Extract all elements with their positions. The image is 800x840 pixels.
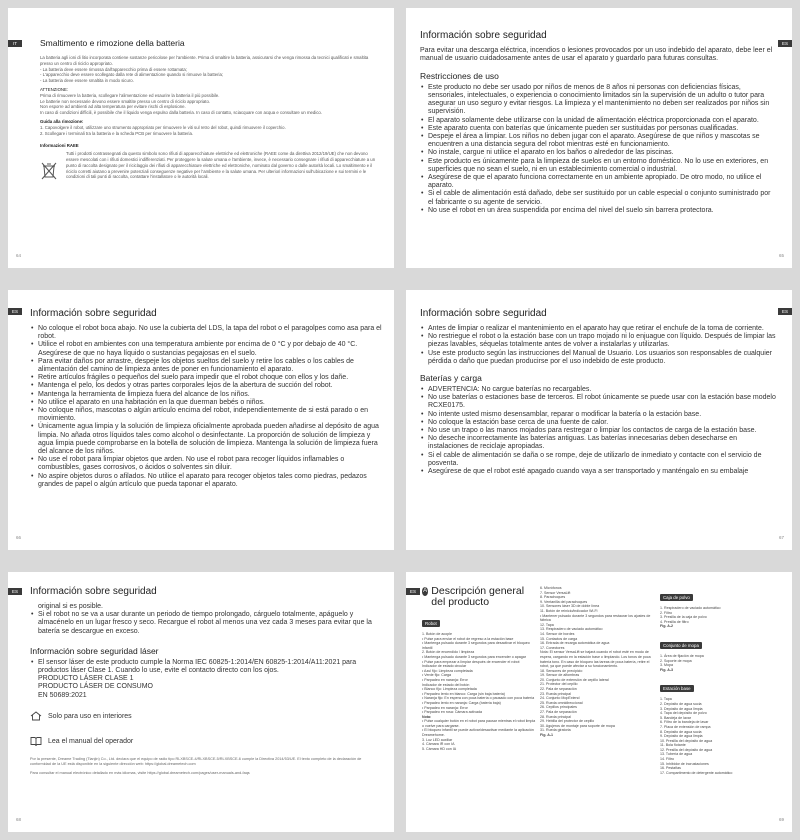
list-line: 2. Soporte de mopa <box>660 658 692 663</box>
manual-book-icon <box>30 733 42 751</box>
list-line: 28. Rueda principal <box>540 714 571 719</box>
attention-label: ATTENZIONE: <box>40 86 69 92</box>
list-item: • El sensor láser de este producto cumple la Norma IEC 60825-1:2014/EN 60825-1:2014/A11:2021 para productos láser Clase 1. Cuando lo use, evite el contacto directo con los ojos. <box>30 659 382 675</box>
list-line: 4. Presilla de filtro <box>660 619 689 624</box>
page-number: 67 <box>778 535 784 540</box>
section-title: Información sobre seguridad láser <box>30 645 159 656</box>
list-line: 30. Agujeros de montaje para soporte de mopa <box>540 723 615 728</box>
list-line: • El bloqueo infantil se puede activar/desactivar mediante la aplicación Dreamehome. <box>422 728 534 738</box>
page-64 <box>8 8 394 268</box>
list-line: Nota: El sensor VersaLift se bajará cuando el robot esté en modo de espera, cargando en la estación base o limpiando. Los tonos de poca batería tono. En caso de bloqueo las tareas de poca batería, retire el robot, ya que puede afectar a su funcionamiento. <box>540 650 651 669</box>
laser-class-line: PRODUCTO LÁSER DE CONSUMO <box>38 683 153 691</box>
list-item: • Use este producto según las instrucciones del Manual de Usuario. Los usuarios son responsables de cualquier pérdida o daño que puedan producirse por el uso indebido de este producto. <box>420 350 776 366</box>
list-line: 18. Sensores de precipicio <box>540 668 583 673</box>
language-tab: ES <box>778 308 792 315</box>
page-title: Descripción general del producto <box>431 585 525 608</box>
list-line: Indicador de estado del botón <box>422 682 470 687</box>
list-line: 5. Cámara HD con IA <box>422 746 457 751</box>
list-line: 25. Rueda omnidireccional <box>540 700 583 705</box>
page-title: Información sobre seguridad <box>420 30 547 41</box>
base-station-list <box>660 697 780 775</box>
list-line: 17. Conectores <box>540 645 565 650</box>
list-line: 9. Ventanilla del parachoques <box>540 599 588 604</box>
list-line: • Blanco fijo: Limpieza completada <box>422 687 477 692</box>
indoor-use-text: Solo para uso en interiores <box>48 713 132 721</box>
list-line: 7. Sensor VersaLift <box>540 590 571 595</box>
section-title: Baterías y carga <box>420 373 482 384</box>
list-item: • No coloque la estación base cerca de una fuente de calor. <box>420 419 776 427</box>
list-line: 8. Depósito de agua sucia <box>660 729 702 734</box>
list-line: • Verde fijo: Carga <box>422 673 452 678</box>
list-line: • Pulse cualquier botón en el robot para pausar mientras el robot limpia o vuelve para cargarse. <box>422 719 536 728</box>
list-item: • Mantenga el pelo, los dedos y otras partes corporales lejos de la abertura de succión del robot. <box>30 382 382 390</box>
list-line: 15. Inhibidor de incrustaciones <box>660 761 709 766</box>
list-item: • ADVERTENCIA: No cargue baterías no recargables. <box>420 386 776 394</box>
list-item: • No use el robot para limpiar objetos que arden. No use el robot para recoger líquidos inflamables o combustibles, gases corrosivos, o ácidos o solventes sin diluir. <box>30 456 382 472</box>
list-item: • Despeje el área a limpiar. Los niños no deben jugar con el aparato. Asegúrese de que niños y mascotas se encuentren a una distancia segura del robot mientras esté en funcionamiento. <box>420 133 776 149</box>
list-item: • Utilice el robot en ambientes con una temperatura ambiente por encima de 0 °C y por debajo de 40 °C. Asegúrese de que no haya líquido o sustancias pegajosas en el suelo. <box>30 341 382 357</box>
list-line: 19. Sensor de alfombras <box>540 673 580 678</box>
section-number-badge: A <box>423 588 428 594</box>
list-item: • Si el cable de alimentación está dañado, debe ser sustituido por un cable especial o conjunto suministrado por el fabricante o su agente de servicio. <box>420 190 776 206</box>
list-line: 3. Depósito de agua limpia <box>660 706 703 711</box>
page-title: Información sobre seguridad <box>30 308 157 319</box>
list-line: • Parpadeo lento en blanco: Carga (sin baja batería) <box>422 691 505 696</box>
list-line: 12. Presilla del depósito de agua <box>660 747 713 752</box>
page-66 <box>8 290 394 550</box>
list-line: 5. Bandeja de lavar <box>660 715 691 720</box>
page-title: Smaltimento e rimozione della batteria <box>40 38 185 48</box>
continued-text: original si es posible. <box>38 603 103 610</box>
attention-text: Prima di rimuovere la batteria, scollegare l'alimentazione ed esaurire la batteria il più possibile. <box>40 92 220 98</box>
list-line: 2. Depósito de agua sucia <box>660 701 702 706</box>
list-item: • Retire artículos frágiles o pequeños del suelo para impedir que el robot choque con ellos y los dañe. <box>30 374 382 382</box>
list-item: • No use el robot en un área suspendida por encima del nivel del suelo sin barrera protectora. <box>420 207 776 215</box>
intro-text: Para evitar una descarga eléctrica, incendios o lesiones provocados por un uso indebido del aparato, debe leer el manual de usuario cuidadosamente antes de usar el aparato y guardarlo para futuras consultas. <box>420 47 773 63</box>
list-line: 21. Protector del cepillo <box>540 682 578 687</box>
list-line: 6. Micrófonos <box>540 586 562 590</box>
robot-label: Robot <box>422 620 440 627</box>
language-tab: ES <box>8 588 22 595</box>
list-line: 20. Conjunto de extensión de cepillo lateral <box>540 677 609 682</box>
page-68 <box>8 572 394 832</box>
list-item: • No use baterías o estaciones base de terceros. El robot únicamente se puede usar con la estación base modelo RCXE0175. <box>420 394 776 410</box>
list-line: 13. Respiradero de vaciado automático <box>540 627 603 632</box>
list-line: • Azul fijo: Limpieza completada <box>422 668 473 673</box>
robot-parts-list <box>422 632 538 751</box>
page-number: 69 <box>778 817 784 822</box>
list-line: Fig. A-3 <box>660 667 674 672</box>
attention-text: Le batterie non necessarie devono essere smaltite presso un centro di riciclo appropriato. <box>40 98 211 104</box>
bullet: - La batteria deve essere rimossa dall'apparecchio prima di essere rottamata; <box>40 66 187 72</box>
list-line: 8. Parachoques <box>540 595 566 600</box>
list-item: • Este producto no debe ser usado por niños de menos de 8 años ni personas con deficiencias físicas, sensoriales, intelectuales, o experiencia o conocimiento limitados sin la supervisión de un adulto o tutor para asegurar un uso seguro y evitar riesgos. La limpieza y el mantenimiento no deben ser realizados por niños sin supervisión. <box>420 84 776 117</box>
list-line: 4. Tapa del depósito de polvo <box>660 711 707 716</box>
robot-parts-list-continued <box>540 586 652 738</box>
list-item: • No aspire objetos duros o afilados. No utilice el aparato para recoger objetos tales como piedras, pedazos grandes de papel o algún artículo que pueda taponar el aparato. <box>30 473 382 489</box>
list-item: • No coloque niños, mascotas o algún artículo encima del robot, independientemente de si está parado o en movimiento. <box>30 407 382 423</box>
list-line: • Parpadeo en rosa: Cámara activada <box>422 710 482 715</box>
list-line: Fig. A-2 <box>660 624 674 629</box>
list-line: 14. Sensor de bordes <box>540 631 575 636</box>
list-line: 16. Entrada de recarga automática de agua <box>540 641 610 646</box>
list-item: • Mantenga la herramienta de limpieza fuera del alcance de los niños. <box>30 391 382 399</box>
list-line: • Naranja fijo: En espera con poca batería o pausado con poca batería <box>422 696 535 701</box>
list-line: 1. Botón de acople <box>422 632 452 636</box>
list-item: • No utilice el aparato en una habitación en la que duerman bebés o niños. <box>30 399 382 407</box>
list-line: 11. Bola flotante <box>660 743 686 748</box>
page-number: 66 <box>16 535 22 540</box>
list-line: 13. Tubería de agua <box>660 752 693 757</box>
list-line: 10. Sensores láser 3D de doble línea <box>540 604 600 609</box>
list-item: • No use un trapo o las manos mojados para restregar o limpiar los contactos de carga de la estación base. <box>420 427 776 435</box>
list-item: • Este producto es únicamente para la limpieza de suelos en un entorno doméstico. No lo use en exteriores, en superficies que no sean el suelo, ni en un establecimiento comercial o industrial. <box>420 158 776 174</box>
list-line: 12. Tapa <box>540 622 554 627</box>
list-item: • Únicamente agua limpia y la solución de limpieza oficialmente aprobada pueden añadirse al depósito de agua limpia. No añada otros líquidos tales como alcohol o desinfectante. La proporción de solución de limpieza y agua limpia puede comprobarse en la botella de solución de limpieza. Mantenga la solución de limpieza fuera del alcance de los niños. <box>30 423 382 456</box>
list-line: 14. Filtro <box>660 757 674 762</box>
list-line: 16. Pestañas <box>660 766 681 771</box>
list-item: • No instale, cargue ni utilice el aparato en los baños o alrededor de las piscinas. <box>420 149 776 157</box>
bullet: - L'apparecchio deve essere scollegato dalla rete di alimentazione quando si rimuove la batteria; <box>40 72 224 78</box>
raee-label: Informazioni RAEE <box>40 143 79 149</box>
list-line: 2. Filtro <box>660 610 672 615</box>
page-title: Información sobre seguridad <box>30 586 157 597</box>
list-line: • Pulse para empezar a limpiar después de encender el robot <box>422 659 520 664</box>
page-65 <box>406 8 792 268</box>
list-item: • No deseche incorrectamente las baterías antiguas. Las baterías innecesarias deben desecharse en instalaciones de reciclaje apropiadas. <box>420 435 776 451</box>
list-line: 1. Área de fijación de mopa <box>660 653 704 658</box>
page-67 <box>406 290 792 550</box>
list-item: • No restriegue el robot o la estación base con un trapo mojado ni lo enjuague con líquido. Después de limpiar las piezas lavables, séquelas totalmente antes de volver a instalarlas y utilizarlas. <box>420 333 776 349</box>
list-line: 26. Cepillos principales <box>540 705 577 710</box>
list-line: 1. Tapa <box>660 697 672 702</box>
attention-text: Non esporre ad ambienti ad alta temperatura per evitare rischi di esplosione. <box>40 104 186 110</box>
list-line: 27. Pala de separación <box>540 710 577 715</box>
laser-class-line: PRODUCTO LÁSER CLASE 1 <box>38 675 134 683</box>
mop-assembly-label: Conjunto de mopa <box>660 642 702 649</box>
manual-link-text: Para consultar el manual electrónico detallado en más idiomas, visite https://global.dreametech.com/pages/user-manuals-and-faqs <box>30 770 250 775</box>
list-item: • Asegúrese de que el aparato funciona correctamente en un ambiente apropiado. De otro modo, no utilice el aparato. <box>420 174 776 190</box>
list-line: 10. Presilla del depósito de agua <box>660 738 713 743</box>
list-line: 24. Conjunto MopExtend <box>540 696 580 701</box>
list-line: 4. Cámara IR con IA <box>422 742 455 747</box>
list-line: 9. Depósito de agua limpia <box>660 734 703 739</box>
declaration-text: Por la presente, Dreame Trading (Tianjin) Co., Ltd. declara que el equipo de radio tipo RLXBSCE-4/RLXBSCE-5/RLXBSCE-6 cumple la Directiva 2014/53/UE. El texto completo de la declaración de conformidad de la UE está disponible en la siguiente dirección web: https://global.dreametech.com <box>30 756 362 766</box>
page-number: 64 <box>16 253 22 258</box>
list-line: • Parpadeo lento en naranja: Carga (batería baja) <box>422 700 501 705</box>
list-line: 1. Respiradero de vaciado automático <box>660 606 721 610</box>
list-item: • Si el robot no se va a usar durante un periodo de tiempo prolongado, cárguelo totalmente, apáguelo y almacénelo en un lugar fresco y seco. Recargue el robot al menos una vez cada 3 meses para evitar que la batería se descargue en exceso. <box>30 611 382 636</box>
language-tab: ES <box>8 308 22 315</box>
page-title: Información sobre seguridad <box>420 308 547 319</box>
section-title: Restricciones de uso <box>420 70 499 81</box>
guide-step: 1. Capovolgere il robot, utilizzare uno strumento appropriato per rimuovere le viti sul retro del robot, quindi rimuovere il coperchio. <box>40 124 286 130</box>
list-line: Indicador de estado circular <box>422 664 467 669</box>
list-item: • No intente usted mismo desensamblar, reparar o modificar la batería o la estación base. <box>420 411 776 419</box>
list-item: • El aparato solamente debe utilizarse con la unidad de alimentación eléctrica proporcionada con el aparato. <box>420 117 776 125</box>
list-line: 3. Luz LED auxiliar <box>422 737 453 742</box>
language-tab: IT <box>8 40 22 47</box>
dust-box-list <box>660 606 780 629</box>
list-line: • Pulse para enviar el robot de regreso a la estación base <box>422 636 514 641</box>
language-tab: ES <box>406 588 420 595</box>
list-item: • No coloque el robot boca abajo. No use la cubierta del LDS, la tapa del robot o el paragolpes como asa para el robot. <box>30 325 382 341</box>
list-line: Nota: <box>422 714 432 719</box>
guide-label: Guida alla rimozione: <box>40 118 84 124</box>
attention-text: In caso di condizioni difficili, è possibile che il liquido venga espulso dalla batteria. In caso di contatto, sciacquare con acqua e consultare un medico. <box>40 110 323 116</box>
dust-box-label: Caja de polvo <box>660 594 693 601</box>
mop-assembly-list <box>660 654 780 672</box>
list-line: 23. Rueda principal <box>540 691 571 696</box>
base-station-label: Estación base <box>660 685 694 692</box>
list-line: 22. Pala de separación <box>540 687 577 692</box>
page-number: 68 <box>16 817 22 822</box>
list-line: Fig. A-1 <box>540 733 554 737</box>
list-line: • Mantener pulsado durante 3 segundos para restaurar los ajustes de fábrica <box>540 613 651 623</box>
house-icon <box>30 708 42 726</box>
list-line: • Mantenga pulsado durante 3 segundos para desactivar el bloqueo infantil <box>422 641 530 650</box>
list-line: 3. Mopa <box>660 663 673 668</box>
list-item: • Si el cable de alimentación se daña o se rompe, deje de utilizarlo de inmediato y contacte con el servicio de posventa. <box>420 452 776 468</box>
language-tab: ES <box>778 40 792 47</box>
list-line: 3. Presilla de la caja de polvo <box>660 615 707 620</box>
list-line: 29. Hebilla del protector de cepillo <box>540 719 595 724</box>
page-69 <box>406 572 792 832</box>
intro-text: La batteria agli ioni di litio incorporata contiene sostanze pericolose per l'ambiente. Prima di smaltire la batteria, assicurarsi che venga rimossa da tecnici qualificati e smaltita presso un centro di riciclo appropriato. <box>40 55 369 66</box>
list-line: • Parpadeo en naranja: Error <box>422 705 468 710</box>
laser-class-line: EN 50689:2021 <box>38 691 87 699</box>
list-line: 31. Rueda giratoria <box>540 728 571 733</box>
list-item: • Para evitar daños por arrastre, despeje los objetos sueltos del suelo y retire los cables o los cables de alimentación del camino de limpieza antes de poner en funcionamiento el aparato. <box>30 358 382 374</box>
list-line: 17. Compartimento de detergente automático <box>660 770 733 775</box>
crossed-bin-icon <box>40 151 60 186</box>
page-number: 65 <box>778 253 784 258</box>
list-item: • Este aparato cuenta con baterías que únicamente pueden ser sustituidas por personas cualificadas. <box>420 125 776 133</box>
list-line: 7. Placa de extensión de rampa <box>660 724 711 729</box>
list-line: 2. Botón de encendido / limpieza <box>422 650 475 655</box>
list-item: • Antes de limpiar o realizar el mantenimiento en el aparato hay que retirar el enchufe de la toma de corriente. <box>420 325 776 333</box>
list-item: • Asegúrese de que el robot esté apagado cuando vaya a ser transportado y manténgalo en su embalaje <box>420 468 776 476</box>
list-line: 15. Contactos de carga <box>540 636 578 641</box>
list-line: • Parpadeo en naranja: Error <box>422 677 468 682</box>
list-line: 11. Botón de reinicio/indicador Wi-Fi <box>540 608 598 613</box>
list-line: 6. Filtro de la bandeja de lavar <box>660 720 709 725</box>
list-line: • Mantenga pulsado durante 3 segundos para encender o apagar <box>422 654 526 659</box>
raee-text: Tutti i prodotti contrassegnati da questo simbolo sono rifiuti di apparecchiature elettriche ed elettroniche (RAEE come da direttiva 2012/19/UE) che non devono essere mescolati con i rifiuti domestici indifferenziati. Per proteggere la salute umana e l'ambiente, invece, è necessario consegnare i rifiuti di apparecchiature a un punto di raccolta designato per il riciclaggio dei rifiuti di apparecchiature elettriche ed elettroniche, nominato dal governo o dalle autorità locali. Lo smaltimento e il riciclo corretti aiutano a prevenire potenziali conseguenze negative per l'ambiente e la salute umana. Per ulteriori informazioni sull'ubicazione e sui termini e le condizioni di tali punti di raccolta, contattare l'installatore o le autorità locali. <box>66 151 376 180</box>
read-manual-text: Lea el manual del operador <box>48 738 134 746</box>
guide-step: 2. Scollegare i terminali tra la batteria e la scheda PCB per rimuovere la batteria. <box>40 130 194 136</box>
bullet: - La batteria deve essere smaltita in modo sicuro. <box>40 78 134 84</box>
